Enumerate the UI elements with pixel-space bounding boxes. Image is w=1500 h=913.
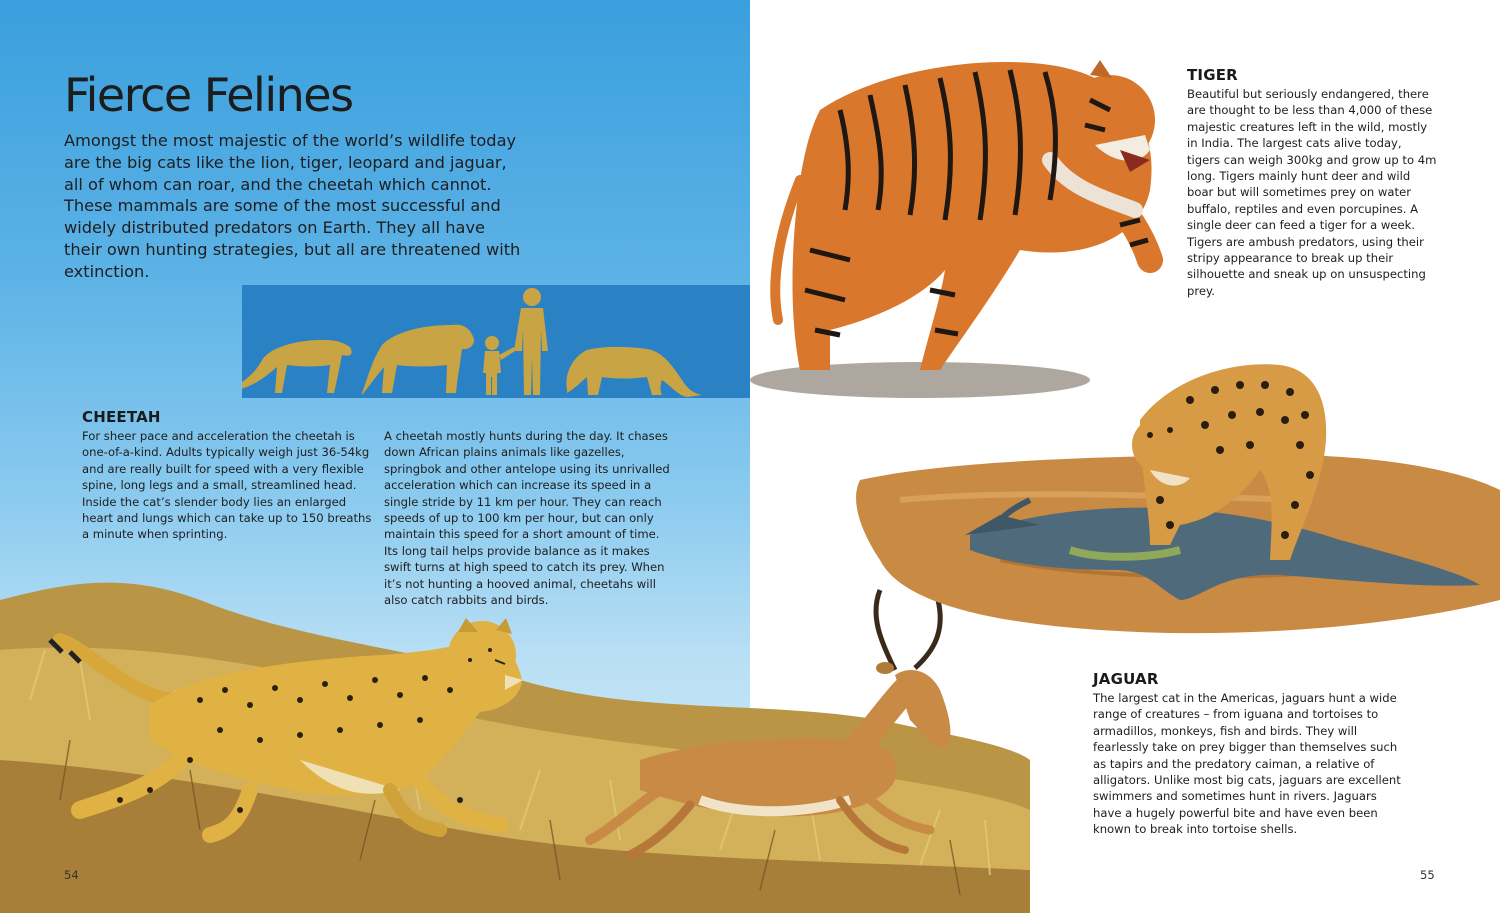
tiger-silhouette-icon [362,325,474,395]
tiger-heading: TIGER [1187,66,1238,84]
page-number-right: 55 [1420,868,1435,882]
cheetah-silhouette-icon [242,340,352,393]
cheetah-text-col2: A cheetah mostly hunts during the day. It chases down African plains animals like gazelles, springbok and other antelope using its unrivalled acceleration which can increase its speed in a single stride by 11 km per hour. They can reach speeds of up to 100 km per hour, but can only maintain this speed for a short amount of time. Its long tail helps provide balance as it makes swift turns at high speed to catch its prey. When it’s not hunting a hooved animal, cheetahs will also catch rabbits and birds. [384,429,670,608]
page-number-left: 54 [64,868,79,882]
tiger-text: Beautiful but seriously endangered, there are thought to be less than 4,000 of these majestic creatures left in the wild, mostly in India. The largest cats alive today, tigers can weigh 300kg and grow up to 4m long. Tigers mainly hunt deer and wild boar but will sometimes prey on water buffalo, reptiles and even porcupines. A single deer can feed a tiger for a week. Tigers are ambush predators, using their stripy appearance to break up their silhouette and sneak up on unsuspecting prey. [1187,87,1437,298]
page-title: Fierce Felines [64,68,353,122]
size-comparison-band [242,285,750,398]
cheetah-heading: CHEETAH [82,408,161,426]
jaguar-silhouette-icon [566,347,702,397]
child-silhouette-icon [483,336,515,395]
cheetah-text-col1: For sheer pace and acceleration the cheetah is one-of-a-kind. Adults typically weigh just 36-54kg and are really built for speed with a very flexible spine, long legs and a small, streamlined head. Inside the cat’s slender body lies an enlarged heart and lungs which can take up to 150 breaths a minute when sprinting. [82,429,372,542]
adult-silhouette-icon [514,288,548,395]
intro-paragraph: Amongst the most majestic of the world’s wildlife today are the big cats like the lion, tiger, leopard and jaguar, all of whom can roar, and the cheetah which cannot. These mammals are some of the most successful and widely distributed predators on Earth. They all have their own hunting strategies, but all are threatened with extinction. [64,131,521,281]
size-silhouettes [242,285,750,398]
jaguar-heading: JAGUAR [1093,670,1159,688]
jaguar-text: The largest cat in the Americas, jaguars hunt a wide range of creatures – from iguana and tortoises to armadillos, monkeys, fish and birds. They will fearlessly take on prey bigger than themselves such as tapirs and the predatory caiman, a relative of alligators. Unlike most big cats, jaguars are excellent swimmers and sometimes hunt in rivers. Jaguars have a hugely powerful bite and have even been known to break into tortoise shells. [1093,691,1401,837]
